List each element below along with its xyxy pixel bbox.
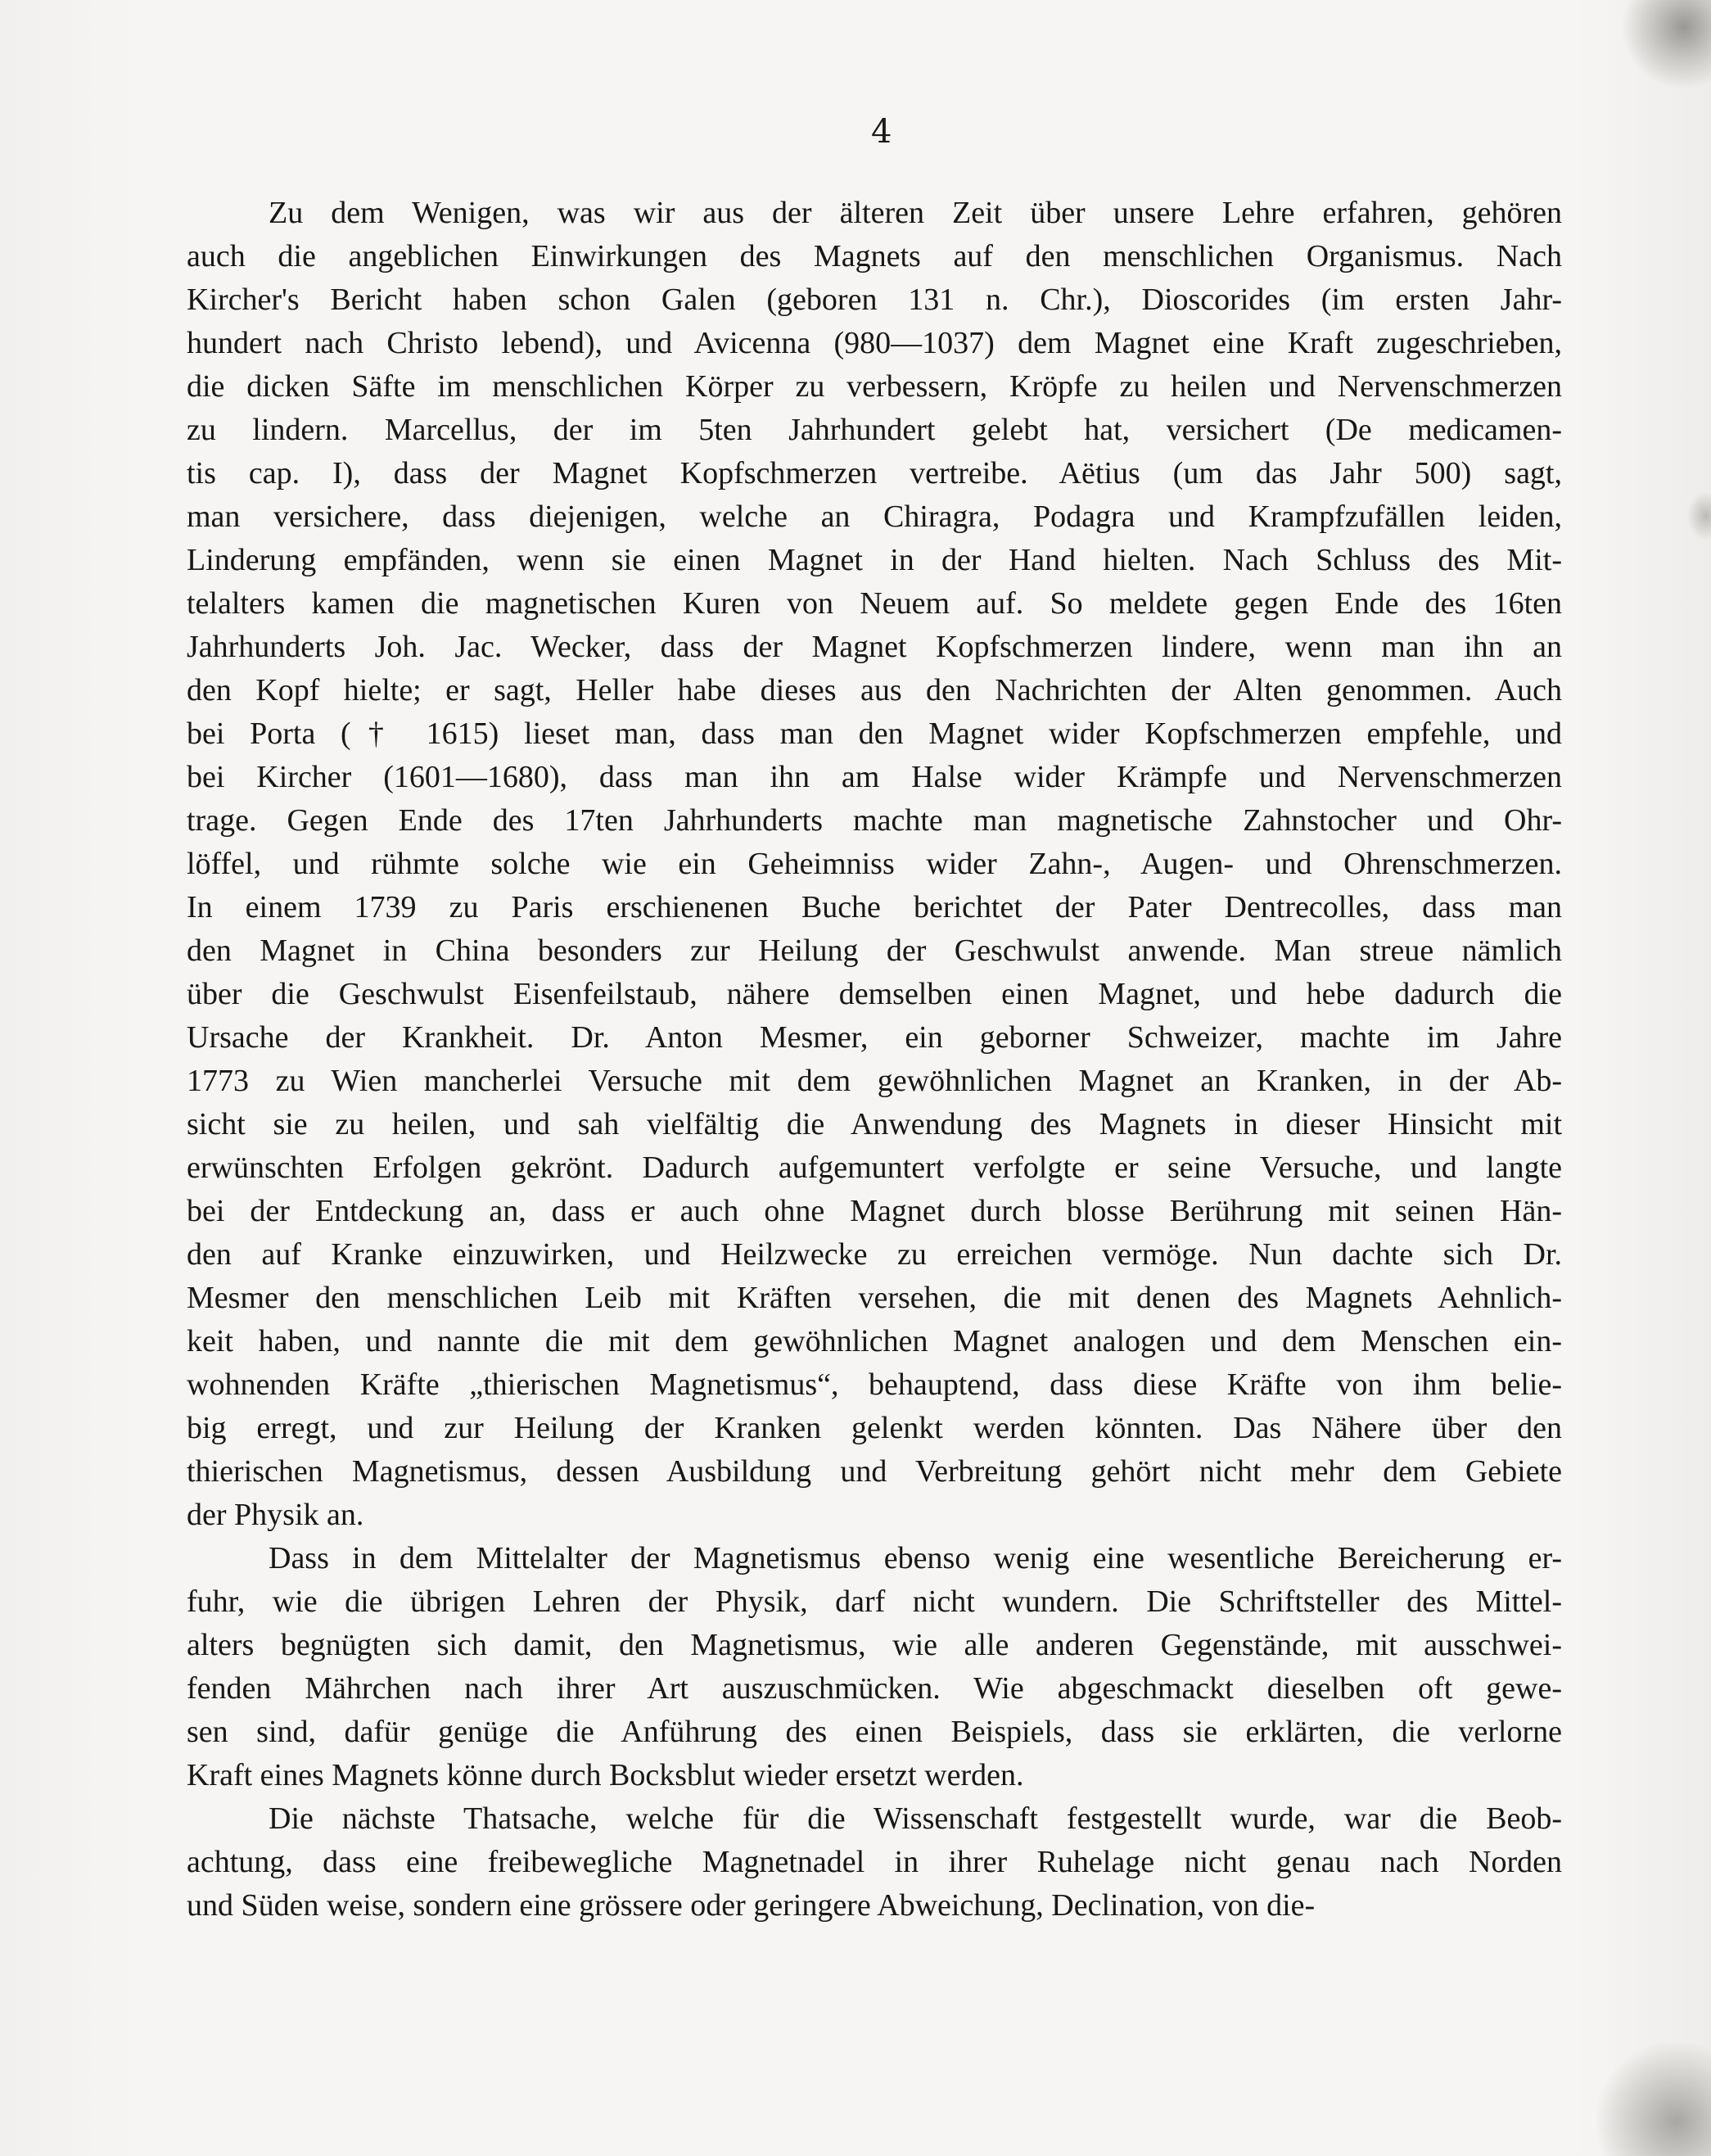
text-line: fenden Mährchen nach ihrer Art auszuschmücken. Wie abgeschmackt dieselben oft gewe-: [187, 1671, 1562, 1706]
page-stain: [1596, 2041, 1711, 2156]
text-line: Mesmer den menschlichen Leib mit Kräften versehen, die mit denen des Magnets Aehnlich-: [187, 1281, 1562, 1315]
text-line: bei Kircher (1601—1680), dass man ihn am Halse wider Krämpfe und Nervenschmerzen: [187, 760, 1562, 794]
text-line: keit haben, und nannte die mit dem gewöhnlichen Magnet analogen und dem Menschen ein-: [187, 1324, 1562, 1358]
text-line: thierischen Magnetismus, dessen Ausbildung und Verbreitung gehört nicht mehr dem Gebiete: [187, 1454, 1562, 1489]
text-line: Jahrhunderts Joh. Jac. Wecker, dass der Magnet Kopfschmerzen lindere, wenn man ihn an: [187, 630, 1562, 664]
text-line: trage. Gegen Ende des 17ten Jahrhunderts machte man magnetische Zahnstocher und Ohr-: [187, 803, 1562, 838]
text-line: zu lindern. Marcellus, der im 5ten Jahrhundert gelebt hat, versichert (De medicamen-: [187, 413, 1562, 447]
text-line: achtung, dass eine freibewegliche Magnetnadel in ihrer Ruhelage nicht genau nach Norden: [187, 1845, 1562, 1879]
text-line: den Magnet in China besonders zur Heilung der Geschwulst anwende. Man streue nämlich: [187, 933, 1562, 968]
text-line: Zu dem Wenigen, was wir aus der älteren Zeit über unsere Lehre erfahren, gehören: [269, 196, 1562, 230]
text-line: sicht sie zu heilen, und sah vielfältig die Anwendung des Magnets in dieser Hinsicht mit: [187, 1107, 1562, 1141]
text-line: fuhr, wie die übrigen Lehren der Physik, darf nicht wundern. Die Schriftsteller des Mittel-: [187, 1584, 1562, 1619]
text-line: Die nächste Thatsache, welche für die Wissenschaft festgestellt wurde, war die Beob-: [269, 1801, 1562, 1836]
text-line: telalters kamen die magnetischen Kuren von Neuem auf. So meldete gegen Ende des 16ten: [187, 586, 1562, 621]
text-line: auch die angeblichen Einwirkungen des Magnets auf den menschlichen Organismus. Nach: [187, 239, 1562, 273]
page-stain: [1686, 491, 1711, 540]
body-text: [187, 192, 1562, 1928]
page-stain: [1621, 0, 1711, 90]
text-line: man versichere, dass diejenigen, welche an Chiragra, Podagra und Krampfzufällen leiden,: [187, 499, 1562, 534]
text-line: den Kopf hielte; er sagt, Heller habe dieses aus den Nachrichten der Alten genommen. Auch: [187, 673, 1562, 707]
text-line: und Süden weise, sondern eine grössere oder geringere Abweichung, Declination, von die-: [187, 1888, 1316, 1923]
text-line: bei Porta († 1615) lieset man, dass man den Magnet wider Kopfschmerzen empfehle, und: [187, 716, 1562, 751]
text-line: bei der Entdeckung an, dass er auch ohne Magnet durch blosse Berührung mit seinen Hän-: [187, 1194, 1562, 1228]
text-line: Dass in dem Mittelalter der Magnetismus ebenso wenig eine wesentliche Bereicherung er-: [269, 1541, 1562, 1575]
text-line: 1773 zu Wien mancherlei Versuche mit dem gewöhnlichen Magnet an Kranken, in der Ab-: [187, 1064, 1562, 1098]
text-line: Ursache der Krankheit. Dr. Anton Mesmer, ein geborner Schweizer, machte im Jahre: [187, 1020, 1562, 1055]
text-line: sen sind, dafür genüge die Anführung des einen Beispiels, dass sie erklärten, die verlorne: [187, 1715, 1562, 1749]
paragraph: [187, 1537, 1562, 1797]
text-line: die dicken Säfte im menschlichen Körper zu verbessern, Kröpfe zu heilen und Nervenschmerzen: [187, 369, 1562, 404]
text-line: den auf Kranke einzuwirken, und Heilzwecke zu erreichen vermöge. Nun dachte sich Dr.: [187, 1237, 1562, 1272]
text-line: alters begnügten sich damit, den Magnetismus, wie alle anderen Gegenstände, mit ausschwei-: [187, 1628, 1562, 1662]
text-line: wohnenden Kräfte „thierischen Magnetismus“, behauptend, dass diese Kräfte von ihm belie-: [187, 1367, 1562, 1402]
text-line: löffel, und rühmte solche wie ein Geheimniss wider Zahn-, Augen- und Ohrenschmerzen.: [187, 847, 1562, 881]
text-line: In einem 1739 zu Paris erschienenen Buche berichtet der Pater Dentrecolles, dass man: [187, 890, 1562, 924]
text-line: erwünschten Erfolgen gekrönt. Dadurch aufgemuntert verfolgte er seine Versuche, und langte: [187, 1150, 1562, 1185]
paragraph: [187, 1797, 1562, 1928]
text-line: tis cap. I), dass der Magnet Kopfschmerzen vertreibe. Aëtius (um das Jahr 500) sagt,: [187, 456, 1562, 490]
page-number: 4: [871, 113, 892, 151]
paragraph: [187, 192, 1562, 1537]
text-line: Kircher's Bericht haben schon Galen (geboren 131 n. Chr.), Dioscorides (im ersten Jahr-: [187, 282, 1562, 317]
text-line: Linderung empfänden, wenn sie einen Magnet in der Hand hielten. Nach Schluss des Mit-: [187, 543, 1562, 577]
text-line: der Physik an.: [187, 1498, 364, 1532]
text-line: über die Geschwulst Eisenfeilstaub, nähere demselben einen Magnet, und hebe dadurch die: [187, 977, 1562, 1011]
text-line: hundert nach Christo lebend), und Avicenna (980—1037) dem Magnet eine Kraft zugeschrieben,: [187, 326, 1562, 360]
text-line: big erregt, und zur Heilung der Kranken gelenkt werden könnten. Das Nähere über den: [187, 1411, 1562, 1445]
text-line: Kraft eines Magnets könne durch Bocksblut wieder ersetzt werden.: [187, 1758, 1024, 1792]
